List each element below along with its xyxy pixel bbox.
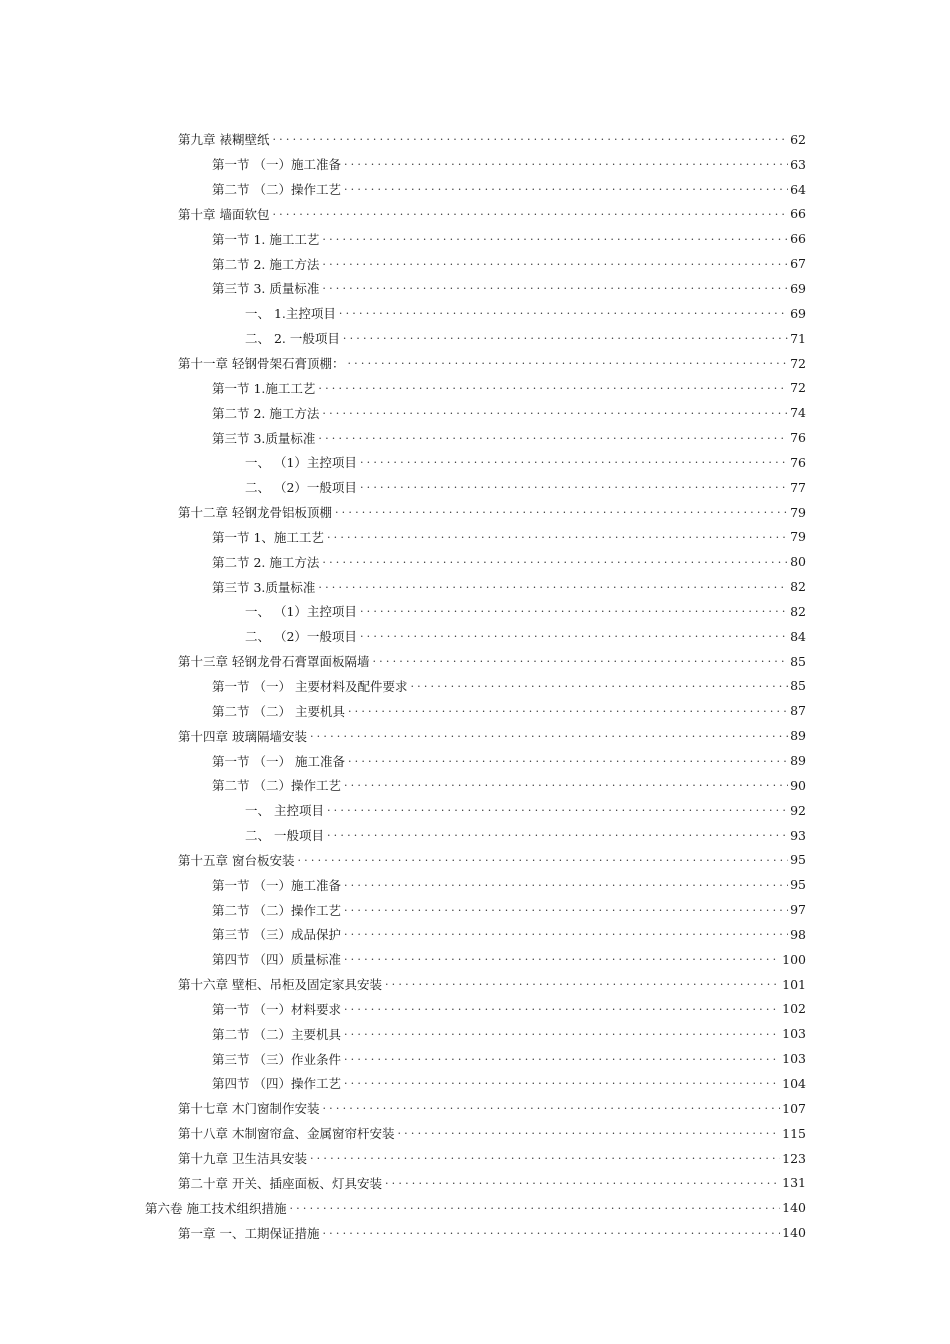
toc-entry[interactable] — [178, 1146, 806, 1171]
toc-entry[interactable] — [212, 400, 806, 425]
toc-entry-title: 第二节 2. 施工方法 — [212, 256, 320, 272]
toc-entry-page-number: 69 — [790, 280, 806, 296]
toc-entry-title: 第一节 1.施工工艺 — [212, 380, 316, 396]
toc-entry-page-number: 76 — [790, 430, 806, 446]
dot-leader — [335, 505, 788, 519]
toc-entry-page-number: 63 — [790, 156, 806, 172]
toc-entry-title: 第一节 （一）施工准备 — [212, 157, 341, 173]
dot-leader — [322, 555, 788, 569]
toc-entry-page-number: 85 — [790, 653, 806, 669]
toc-entry-title: 第一节 （一） 主要材料及配件要求 — [212, 678, 408, 694]
toc-entry[interactable] — [212, 375, 806, 400]
toc-entry[interactable] — [212, 997, 806, 1022]
dot-leader — [318, 431, 788, 445]
dot-leader — [360, 604, 788, 618]
dot-leader — [344, 157, 788, 171]
toc-entry-title: 第二节 2. 施工方法 — [212, 554, 320, 570]
toc-entry-title: 第一节 1. 施工工艺 — [212, 231, 320, 247]
dot-leader — [289, 1201, 780, 1215]
dot-leader — [360, 629, 788, 643]
toc-entry[interactable] — [212, 698, 806, 723]
toc-entry-title: 第九章 裱糊壁纸 — [178, 132, 270, 148]
toc-entry[interactable] — [145, 1195, 806, 1220]
toc-entry-title: 第三节 3.质量标准 — [212, 579, 316, 595]
dot-leader — [344, 1027, 780, 1041]
toc-entry-title: 第三节 （三）作业条件 — [212, 1051, 341, 1067]
toc-entry-title: 第六卷 施工技术组织措施 — [145, 1200, 287, 1216]
toc-entry[interactable] — [245, 624, 806, 649]
toc-entry-title: 第三节 3.质量标准 — [212, 430, 316, 446]
dot-leader — [318, 381, 788, 395]
toc-entry-page-number: 66 — [790, 231, 806, 247]
toc-entry[interactable] — [245, 475, 806, 500]
toc-entry-page-number: 115 — [782, 1125, 806, 1141]
toc-entry[interactable] — [212, 748, 806, 773]
dot-leader — [327, 803, 788, 817]
toc-entry-title: 第四节 （四）操作工艺 — [212, 1076, 341, 1092]
toc-entry-page-number: 101 — [782, 976, 806, 992]
toc-entry-page-number: 98 — [790, 926, 806, 942]
toc-entry-title: 第十五章 窗台板安装 — [178, 852, 295, 868]
toc-entry-title: 第十二章 轻钢龙骨铝板顶棚 — [178, 505, 332, 521]
toc-entry[interactable] — [212, 177, 806, 202]
toc-entry-title: 第四节 （四）质量标准 — [212, 952, 341, 968]
toc-entry-page-number: 74 — [790, 405, 806, 421]
toc-entry-page-number: 85 — [790, 678, 806, 694]
dot-leader — [322, 232, 788, 246]
toc-entry-title: 第十八章 木制窗帘盒、金属窗帘杆安装 — [178, 1126, 395, 1142]
toc-entry[interactable] — [212, 425, 806, 450]
toc-entry-page-number: 104 — [782, 1075, 806, 1091]
dot-leader — [322, 281, 788, 295]
toc-entry-title: 第三节 3. 质量标准 — [212, 281, 320, 297]
toc-entry[interactable] — [178, 1220, 806, 1245]
toc-entry[interactable] — [178, 847, 806, 872]
toc-entry[interactable] — [212, 276, 806, 301]
toc-entry-title: 第一节 1、施工工艺 — [212, 529, 324, 545]
toc-entry[interactable] — [212, 574, 806, 599]
toc-entry[interactable] — [212, 897, 806, 922]
toc-entry-page-number: 89 — [790, 753, 806, 769]
dot-leader — [272, 207, 788, 221]
dot-leader — [343, 331, 788, 345]
dot-leader — [344, 778, 788, 792]
toc-entry-page-number: 84 — [790, 628, 806, 644]
dot-leader — [322, 1226, 780, 1240]
toc-entry[interactable] — [178, 202, 806, 227]
toc-entry-page-number: 90 — [790, 777, 806, 793]
toc-entry-page-number: 140 — [782, 1200, 806, 1216]
toc-entry-title: 第十六章 壁柜、吊柜及固定家具安装 — [178, 977, 382, 993]
toc-entry-title: 第二节 （二）操作工艺 — [212, 902, 341, 918]
toc-entry-title: 一、 主控项目 — [245, 803, 324, 819]
toc-entry-page-number: 93 — [790, 827, 806, 843]
toc-entry-title: 第一节 （一）材料要求 — [212, 1001, 341, 1017]
toc-entry[interactable] — [212, 251, 806, 276]
dot-leader — [310, 1151, 780, 1165]
toc-entry-page-number: 82 — [790, 579, 806, 595]
toc-entry-page-number: 67 — [790, 256, 806, 272]
toc-entry-page-number: 79 — [790, 504, 806, 520]
toc-entry[interactable] — [178, 500, 806, 525]
toc-entry[interactable] — [212, 152, 806, 177]
toc-entry[interactable] — [212, 773, 806, 798]
toc-entry[interactable] — [178, 972, 806, 997]
toc-entry[interactable] — [212, 1071, 806, 1096]
toc-entry-title: 二、 2. 一般项目 — [245, 331, 340, 347]
toc-entry-title: 第十一章 轻钢骨架石膏顶棚： — [178, 356, 345, 372]
toc-entry-page-number: 95 — [790, 877, 806, 893]
dot-leader — [344, 952, 780, 966]
dot-leader — [344, 878, 788, 892]
toc-entry[interactable] — [245, 798, 806, 823]
dot-leader — [327, 828, 788, 842]
toc-entry-page-number: 87 — [790, 703, 806, 719]
toc-entry-page-number: 80 — [790, 554, 806, 570]
dot-leader — [385, 977, 780, 991]
dot-leader — [272, 132, 788, 146]
dot-leader — [344, 903, 788, 917]
dot-leader — [318, 580, 788, 594]
dot-leader — [360, 455, 788, 469]
toc-entry-title: 第二节 （二）操作工艺 — [212, 778, 341, 794]
toc-entry-page-number: 107 — [782, 1100, 806, 1116]
toc-entry-title: 第二节 2. 施工方法 — [212, 405, 320, 421]
toc-entry[interactable] — [178, 1121, 806, 1146]
toc-entry-title: 第三节 （三）成品保护 — [212, 927, 341, 943]
toc-entry-page-number: 79 — [790, 529, 806, 545]
dot-leader — [344, 1076, 780, 1090]
toc-entry-page-number: 103 — [782, 1051, 806, 1067]
dot-leader — [322, 406, 788, 420]
toc-entry-page-number: 82 — [790, 603, 806, 619]
toc-entry-title: 二、 一般项目 — [245, 828, 324, 844]
dot-leader — [339, 306, 788, 320]
dot-leader — [310, 729, 788, 743]
toc-entry-title: 第二节 （二）操作工艺 — [212, 182, 341, 198]
dot-leader — [410, 679, 788, 693]
dot-leader — [344, 927, 788, 941]
toc-entry[interactable] — [212, 947, 806, 972]
toc-entry[interactable] — [245, 450, 806, 475]
toc-entry-page-number: 123 — [782, 1150, 806, 1166]
toc-entry-page-number: 92 — [790, 802, 806, 818]
dot-leader — [348, 754, 788, 768]
toc-entry-page-number: 89 — [790, 728, 806, 744]
toc-entry-title: 第一章 一、工期保证措施 — [178, 1225, 320, 1241]
toc-entry[interactable] — [178, 1096, 806, 1121]
toc-entry-page-number: 131 — [782, 1175, 806, 1191]
toc-entry[interactable] — [178, 351, 806, 376]
dot-leader — [322, 1101, 780, 1115]
dot-leader — [385, 1176, 780, 1190]
toc-entry-page-number: 100 — [782, 951, 806, 967]
dot-leader — [322, 257, 788, 271]
toc-entry-page-number: 69 — [790, 305, 806, 321]
toc-entry[interactable] — [212, 549, 806, 574]
toc-entry-title: 第十章 墙面软包 — [178, 206, 270, 222]
toc-entry-page-number: 72 — [790, 355, 806, 371]
toc-entry-title: 第十九章 卫生洁具安装 — [178, 1151, 307, 1167]
toc-entry-title: 第十四章 玻璃隔墙安装 — [178, 728, 307, 744]
toc-entry[interactable] — [212, 1046, 806, 1071]
toc-entry-title: 第十七章 木门窗制作安装 — [178, 1101, 320, 1117]
dot-leader — [348, 704, 788, 718]
toc-entry[interactable] — [245, 326, 806, 351]
dot-leader — [344, 1002, 780, 1016]
toc-entry-page-number: 103 — [782, 1026, 806, 1042]
toc-entry[interactable] — [245, 301, 806, 326]
toc-entry-title: 第一节 （一）施工准备 — [212, 877, 341, 893]
toc-entry-title: 二、 （2）一般项目 — [245, 629, 357, 645]
toc-entry-page-number: 62 — [790, 131, 806, 147]
dot-leader — [347, 356, 788, 370]
toc-entry-title: 一、 1.主控项目 — [245, 306, 336, 322]
toc-entry[interactable] — [212, 525, 806, 550]
toc-entry[interactable] — [212, 674, 806, 699]
toc-entry-title: 二、 （2）一般项目 — [245, 480, 357, 496]
dot-leader — [297, 853, 788, 867]
toc-entry-page-number: 77 — [790, 479, 806, 495]
toc-entry[interactable] — [178, 127, 806, 152]
dot-leader — [327, 530, 788, 544]
toc-entry-page-number: 64 — [790, 181, 806, 197]
toc-entry[interactable] — [212, 872, 806, 897]
toc-entry[interactable] — [212, 922, 806, 947]
toc-entry-page-number: 95 — [790, 852, 806, 868]
toc-entry-page-number: 66 — [790, 206, 806, 222]
toc-entry[interactable] — [178, 1170, 806, 1195]
toc-entry-page-number: 76 — [790, 454, 806, 470]
dot-leader — [397, 1126, 780, 1140]
dot-leader — [344, 182, 788, 196]
toc-entry-title: 一、 （1）主控项目 — [245, 604, 357, 620]
toc-entry-page-number: 71 — [790, 330, 806, 346]
toc-entry[interactable] — [178, 649, 806, 674]
toc-entry-page-number: 72 — [790, 380, 806, 396]
toc-entry-title: 第二节 （二） 主要机具 — [212, 703, 345, 719]
toc-entry[interactable] — [245, 599, 806, 624]
toc-entry-title: 第二节 （二）主要机具 — [212, 1026, 341, 1042]
dot-leader — [360, 480, 788, 494]
toc-entry-page-number: 102 — [782, 1001, 806, 1017]
toc-entry-title: 第十三章 轻钢龙骨石膏罩面板隔墙 — [178, 654, 370, 670]
toc-entry-title: 第二十章 开关、插座面板、灯具安装 — [178, 1175, 382, 1191]
toc-entry[interactable] — [212, 1021, 806, 1046]
toc-entry-title: 一、 （1）主控项目 — [245, 455, 357, 471]
toc-entry-page-number: 140 — [782, 1225, 806, 1241]
toc-entry[interactable] — [212, 226, 806, 251]
toc-entry[interactable] — [245, 823, 806, 848]
table-of-contents — [0, 127, 950, 1245]
toc-entry[interactable] — [178, 723, 806, 748]
toc-entry-title: 第一节 （一） 施工准备 — [212, 753, 345, 769]
dot-leader — [372, 654, 788, 668]
dot-leader — [344, 1052, 780, 1066]
toc-entry-page-number: 97 — [790, 902, 806, 918]
